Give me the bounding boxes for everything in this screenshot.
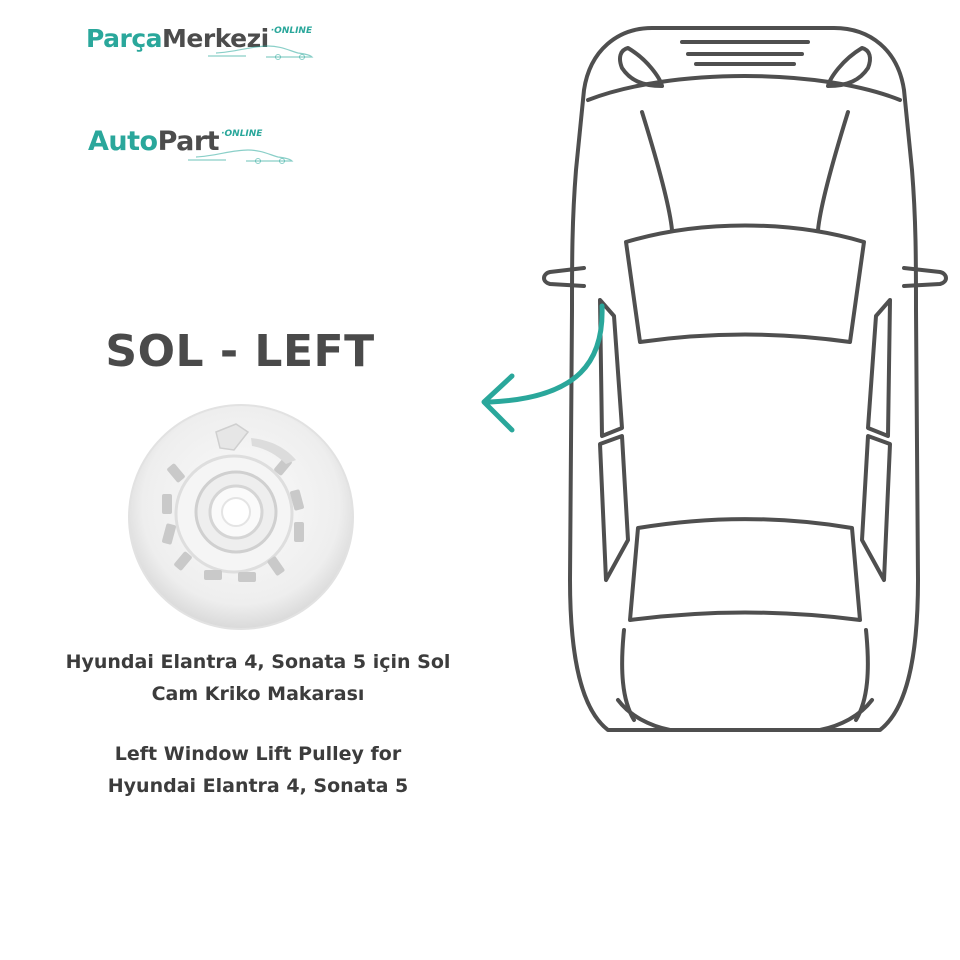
parcamerkezi-logo [86, 24, 313, 53]
logo-car-icon [206, 42, 316, 62]
logo-suffix: ·ONLINE [221, 129, 263, 139]
logo-text-part-1: Parça [86, 24, 163, 53]
logo-text-part-2: Merkezi [162, 24, 269, 53]
autopart-logo [88, 126, 263, 157]
logo-text-part-1: Auto [88, 126, 158, 157]
description-line: Hyundai Elantra 4, Sonata 5 için Sol [65, 651, 451, 673]
logo-car-icon [186, 146, 296, 166]
window-lift-pulley-image [126, 402, 356, 632]
description-line: Hyundai Elantra 4, Sonata 5 [107, 775, 409, 797]
description-line: Left Window Lift Pulley for [114, 743, 402, 765]
curved-arrow-left-icon [470, 290, 620, 440]
side-label: SOL - LEFT [105, 326, 375, 377]
logo-text-part-2: Part [157, 126, 220, 157]
description-english [24, 738, 492, 802]
description-turkish [24, 646, 492, 710]
description-line: Cam Kriko Makarası [151, 683, 365, 705]
logo-suffix: ·ONLINE [270, 26, 313, 36]
